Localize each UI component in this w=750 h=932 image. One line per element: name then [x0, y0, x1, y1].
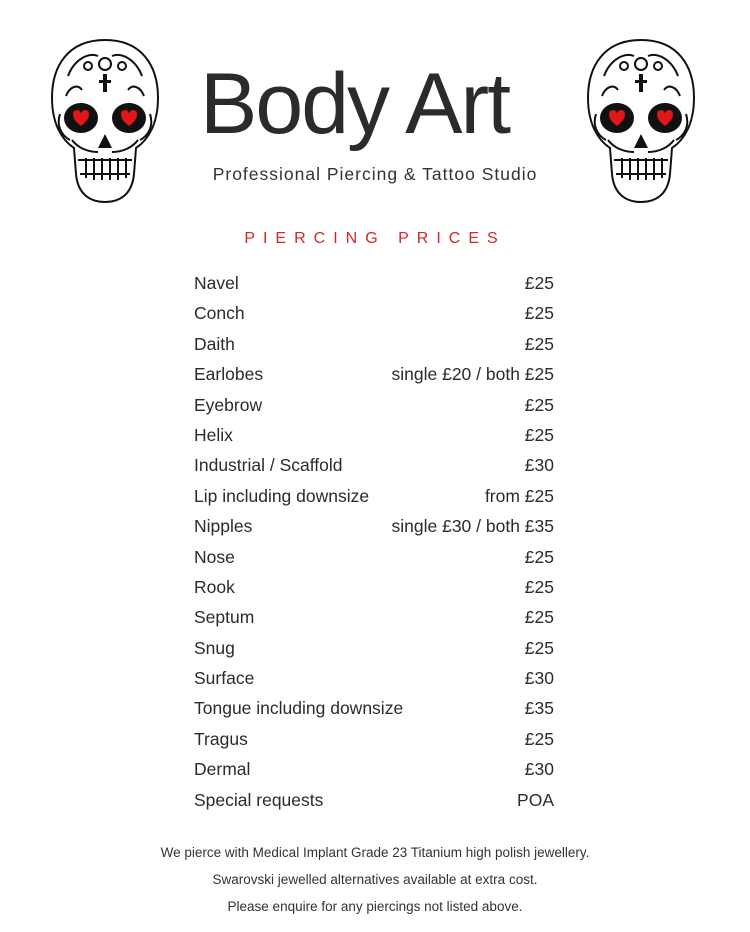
piercing-price: POA — [517, 789, 554, 810]
piercing-name: Eyebrow — [194, 394, 263, 415]
piercing-name: Rook — [194, 576, 235, 597]
price-row — [194, 450, 554, 480]
price-row — [194, 785, 554, 815]
piercing-price: £25 — [524, 424, 554, 445]
tagline: Professional Piercing & Tattoo Studio — [212, 164, 538, 184]
piercing-price: £25 — [524, 546, 554, 567]
price-row — [194, 633, 554, 663]
footer-notes — [75, 842, 675, 923]
price-row — [194, 420, 554, 450]
price-row — [194, 754, 554, 784]
sugar-skull-icon — [584, 36, 698, 206]
piercing-name: Lip including downsize — [194, 485, 370, 506]
piercing-price: £25 — [524, 273, 554, 293]
price-row — [194, 390, 554, 420]
piercing-name: Conch — [194, 303, 245, 324]
price-row — [194, 542, 554, 572]
price-row — [194, 511, 554, 541]
piercing-name: Navel — [194, 273, 239, 293]
price-row — [194, 572, 554, 602]
piercing-price: single £30 / both £35 — [391, 516, 554, 537]
piercing-price: single £20 / both £25 — [391, 364, 554, 385]
piercing-name: Surface — [194, 668, 255, 689]
price-row — [194, 481, 554, 511]
piercing-name: Earlobes — [194, 364, 264, 385]
piercing-price: £25 — [524, 576, 554, 597]
price-row — [194, 359, 554, 389]
piercing-name: Nipples — [194, 516, 253, 537]
note-line: We pierce with Medical Implant Grade 23 Titanium high polish jewellery. — [160, 845, 590, 860]
piercing-name: Special requests — [194, 789, 324, 810]
piercing-price: £25 — [524, 333, 554, 354]
piercing-name: Daith — [194, 333, 235, 354]
price-row — [194, 724, 554, 754]
piercing-price: £25 — [524, 607, 554, 628]
piercing-name: Septum — [194, 607, 255, 628]
note-line: Please enquire for any piercings not listed above. — [227, 899, 523, 914]
price-row — [194, 329, 554, 359]
piercing-price: £30 — [524, 668, 554, 689]
section-title: PIERCING PRICES — [244, 230, 506, 247]
brand-logo — [200, 54, 550, 154]
piercing-price: from £25 — [484, 485, 554, 506]
piercing-name: Nose — [194, 546, 235, 567]
piercing-name: Industrial / Scaffold — [194, 455, 343, 476]
piercing-name: Helix — [194, 424, 233, 445]
piercing-name: Dermal — [194, 759, 251, 780]
piercing-price: £35 — [524, 698, 554, 719]
price-row — [194, 693, 554, 723]
piercing-price: £30 — [524, 455, 554, 476]
note-line: Swarovski jewelled alternatives available at extra cost. — [212, 872, 538, 887]
price-row — [194, 298, 554, 328]
price-list — [194, 268, 554, 815]
piercing-price: £25 — [524, 394, 554, 415]
brand-name: Body Art — [200, 56, 510, 152]
price-row — [194, 268, 554, 298]
sugar-skull-icon — [48, 36, 162, 206]
piercing-price: £25 — [524, 728, 554, 749]
piercing-name: Tongue including downsize — [194, 698, 404, 719]
piercing-price: £25 — [524, 637, 554, 658]
piercing-name: Tragus — [194, 728, 248, 749]
piercing-price: £30 — [524, 759, 554, 780]
price-row — [194, 663, 554, 693]
piercing-name: Snug — [194, 637, 235, 658]
price-row — [194, 602, 554, 632]
piercing-price: £25 — [524, 303, 554, 324]
